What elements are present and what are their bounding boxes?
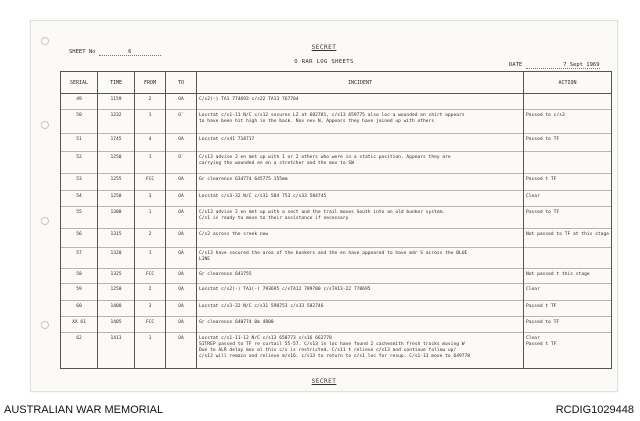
cell-from: 1 (135, 207, 166, 229)
cell-to: OA (166, 333, 197, 369)
sheet-no-value: 6 (99, 49, 161, 56)
incident-line: Gr clearence 641755 (199, 272, 252, 277)
incident-line: Locstat c/s2(-) TA1(-) 793695 c/sTA12 789700 c/sTA13-22 778695 (199, 287, 371, 292)
table-header-row (61, 72, 612, 94)
cell-serial: 59 (61, 284, 98, 301)
action-line: Passed to TF (526, 320, 560, 325)
cell-from: 1 (135, 110, 166, 134)
cell-incident (197, 284, 524, 301)
cell-time: 1258 (98, 191, 135, 207)
cell-time: 1320 (98, 248, 135, 269)
incident-line: Locstat c/s3-32 N/C c/s31 584 753 c/s33 584745 (199, 194, 327, 199)
cell-time: 1250 (98, 152, 135, 174)
cell-serial: 49 (61, 94, 98, 110)
cell-from: 2 (135, 229, 166, 248)
action-line: Passed t TF (526, 304, 557, 309)
action-line: Passed to TF (526, 210, 560, 215)
classification-bottom: SECRET (311, 378, 337, 385)
table-row (61, 301, 612, 317)
cell-time: 1325 (98, 269, 135, 284)
cell-incident (197, 191, 524, 207)
header-action: ACTION (524, 72, 612, 94)
cell-incident (197, 317, 524, 333)
action-line: Passed t TF (526, 177, 557, 182)
cell-from: 2 (135, 94, 166, 110)
cell-from: 1 (135, 333, 166, 369)
action-line: Passed t TF (526, 342, 557, 347)
cell-to: OA (166, 94, 197, 110)
incident-line: C/s2 across the creek now (199, 232, 269, 237)
action-line: Passed to c/s3 (526, 113, 565, 118)
table-row (61, 229, 612, 248)
table-row (61, 134, 612, 152)
cell-time: 1255 (98, 174, 135, 191)
cell-from: 4 (135, 134, 166, 152)
table-row (61, 174, 612, 191)
cell-to: OA (166, 134, 197, 152)
cell-incident (197, 174, 524, 191)
incident-line: to have been hit high in the back. Nov nev N, Appears they have joined up with others (199, 119, 435, 124)
cell-serial: XX 61 (61, 317, 98, 333)
cell-to: OA (166, 284, 197, 301)
header-serial: SERIAL (61, 72, 98, 94)
cell-from: 1 (135, 248, 166, 269)
table-row (61, 248, 612, 269)
incident-line: LINE (199, 257, 211, 262)
cell-action (524, 301, 612, 317)
date-value: 7 Sept 1969 (526, 62, 600, 69)
action-line: Passed to TF (526, 137, 560, 142)
cell-incident (197, 229, 524, 248)
cell-serial: 57 (61, 248, 98, 269)
incident-line: Locstat c/s3-32 N/C c/s31 590753 c/s33 582746 (199, 304, 324, 309)
sheet-no-label: SHEET No (69, 49, 96, 55)
incident-line: C/s1 is ready to move to their assistance if necessary (199, 216, 349, 221)
cell-from: FCC (135, 269, 166, 284)
cell-serial: 50 (61, 110, 98, 134)
cell-to: OA (166, 174, 197, 191)
cell-incident (197, 94, 524, 110)
cell-serial: 52 (61, 152, 98, 174)
cell-to: OA (166, 191, 197, 207)
cell-action (524, 333, 612, 369)
cell-time: 1232 (98, 110, 135, 134)
header-to: TO (166, 72, 197, 94)
cell-serial: 60 (61, 301, 98, 317)
cell-serial: 56 (61, 229, 98, 248)
cell-action (524, 152, 612, 174)
cell-incident (197, 269, 524, 284)
cell-serial: 58 (61, 269, 98, 284)
cell-serial: 55 (61, 207, 98, 229)
punch-hole (41, 321, 49, 329)
action-line: Clear (526, 336, 540, 341)
incident-line: C/s13 advise 2 en met up with 1 or 2 others who were in a static position. Appears they are (199, 155, 451, 160)
cell-incident (197, 333, 524, 369)
cell-action (524, 317, 612, 333)
incident-line: Locstat c/s1-11-12 N/C c/s13 658773 c/s16 662778 (199, 336, 332, 341)
action-line: Clear (526, 194, 540, 199)
header-from: FROM (135, 72, 166, 94)
table-row (61, 207, 612, 229)
incident-line: SITREP passed to TF re curtail 55-57. C/s13 in loc have found 2 cachesmith fresh tracks moving W (199, 342, 465, 347)
cell-to: OA (166, 229, 197, 248)
cell-action (524, 229, 612, 248)
header-incident: INCIDENT (197, 72, 524, 94)
cell-action (524, 284, 612, 301)
action-line: Not passed t this stage (526, 272, 590, 277)
incident-line: Gr clearence 640774 0m 4800 (199, 320, 274, 325)
table-row (61, 333, 612, 369)
cell-serial: 53 (61, 174, 98, 191)
classification-top: SECRET (311, 44, 337, 51)
log-title: O RAR LOG SHEETS (294, 59, 354, 65)
table-row (61, 317, 612, 333)
cell-from: FCC (135, 317, 166, 333)
incident-line: Gr clearence 634774 645775 155mm (199, 177, 288, 182)
punch-hole (41, 217, 49, 225)
date-field (509, 62, 600, 69)
cell-to: O´ (166, 152, 197, 174)
log-sheet-page (30, 20, 618, 392)
cell-to: O´ (166, 110, 197, 134)
sheet-number (69, 49, 161, 56)
cell-action (524, 207, 612, 229)
cell-to: OA (166, 317, 197, 333)
cell-time: 1745 (98, 134, 135, 152)
cell-action (524, 94, 612, 110)
cell-action (524, 110, 612, 134)
cell-incident (197, 110, 524, 134)
cell-action (524, 174, 612, 191)
cell-to: OA (166, 301, 197, 317)
cell-time: 1400 (98, 301, 135, 317)
cell-action (524, 134, 612, 152)
table-row (61, 152, 612, 174)
cell-incident (197, 152, 524, 174)
cell-to: OA (166, 248, 197, 269)
table-row (61, 94, 612, 110)
punch-hole (41, 121, 49, 129)
incident-line: C/s13 advise 2 en met up with a sect and the trail moves South into an old bunker system. (199, 210, 446, 215)
cell-time: 1159 (98, 94, 135, 110)
incident-line: Locstat c/s41 718717 (199, 137, 255, 142)
incident-line: Locstat c/s1-11 N/C c/s12 secures LZ at 682781, c/s13 659775 also loc a wounded en shirt appears (199, 113, 465, 118)
cell-time: 1300 (98, 207, 135, 229)
cell-time: 1250 (98, 284, 135, 301)
action-line: Not passed to TF at this stage (526, 232, 609, 237)
date-label: DATE (509, 62, 523, 68)
log-table (60, 71, 612, 369)
cell-incident (197, 207, 524, 229)
cell-time: 1315 (98, 229, 135, 248)
incident-line: Due to ALR delay mov al this c/s is restricted. C/s11 t relieve c/s13 and continue follow up/ (199, 348, 457, 353)
cell-to: OA (166, 269, 197, 284)
cell-from: 3 (135, 301, 166, 317)
footer-right: RCDIG1029448 (555, 404, 634, 416)
log-table-body (61, 94, 612, 369)
cell-from: FCC (135, 174, 166, 191)
table-row (61, 110, 612, 134)
incident-line: C/s2(-) TA1 774693 c/s22 TA13 767704 (199, 97, 299, 102)
cell-serial: 51 (61, 134, 98, 152)
cell-from: 2 (135, 284, 166, 301)
table-row (61, 191, 612, 207)
cell-from: 3 (135, 191, 166, 207)
action-line: Clear (526, 287, 540, 292)
footer-left: AUSTRALIAN WAR MEMORIAL (4, 404, 164, 416)
cell-serial: 54 (61, 191, 98, 207)
incident-line: carrying the wounded en on a stretcher and the mov to SW (199, 161, 354, 166)
cell-action (524, 248, 612, 269)
cell-incident (197, 248, 524, 269)
cell-action (524, 191, 612, 207)
cell-from: 1 (135, 152, 166, 174)
incident-line: C/s13 have secured the area of the bunkers and the en have appeared to have mdr S across the BLUE (199, 251, 468, 256)
cell-incident (197, 301, 524, 317)
cell-to: OA (166, 207, 197, 229)
table-row (61, 284, 612, 301)
table-row (61, 269, 612, 284)
cell-serial: 62 (61, 333, 98, 369)
incident-line: c/s12 will remain and relieve m/s16. c/s13 to return to c/s1 loc for resup. C/s1-13 move to 649778 (199, 354, 471, 359)
cell-time: 1413 (98, 333, 135, 369)
cell-time: 1405 (98, 317, 135, 333)
cell-incident (197, 134, 524, 152)
cell-action (524, 269, 612, 284)
header-time: TIME (98, 72, 135, 94)
